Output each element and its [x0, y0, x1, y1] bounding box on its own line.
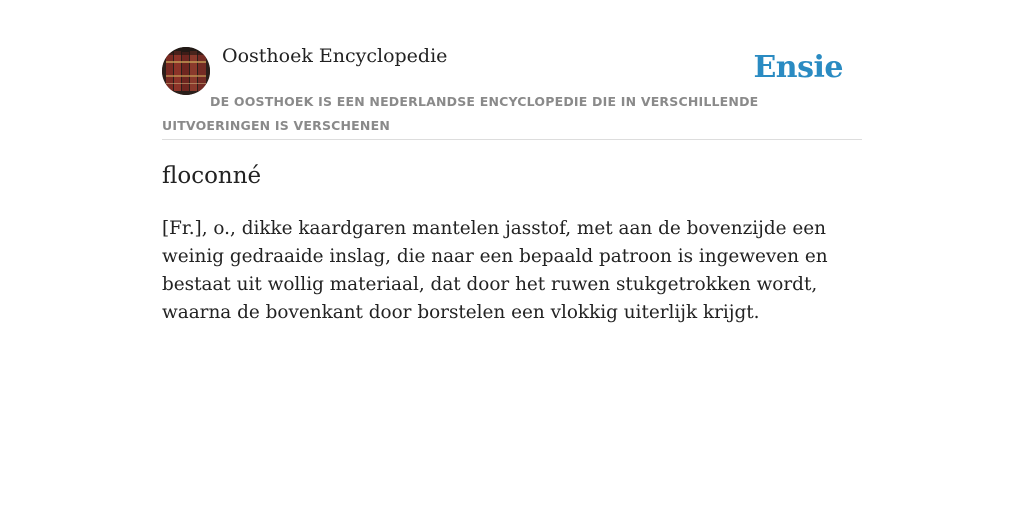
site-header	[162, 0, 862, 140]
entry-title: floconné	[162, 163, 262, 189]
brand-logo[interactable]: Ensie	[753, 50, 843, 85]
page-container	[162, 0, 862, 323]
site-tagline: DE OOSTHOEK IS EEN NEDERLANDSE ENCYCLOPEDIE DIE IN VERSCHILLENDE UITVOERINGEN IS VERSCHENEN	[162, 94, 759, 133]
site-title[interactable]: Oosthoek Encyclopedie	[222, 45, 448, 67]
book-spines-icon[interactable]	[162, 47, 210, 95]
entry-body: [Fr.], o., dikke kaardgaren mantelen jasstof, met aan de bovenzijde een weinig gedraaide inslag, die naar een bepaald patroon is ingeweven en bestaat uit wollig materiaal, dat door het ruwen stukgetrokken wordt, waarna de bovenkant door borstelen een vlokkig uiterlijk krijgt.	[162, 218, 828, 323]
